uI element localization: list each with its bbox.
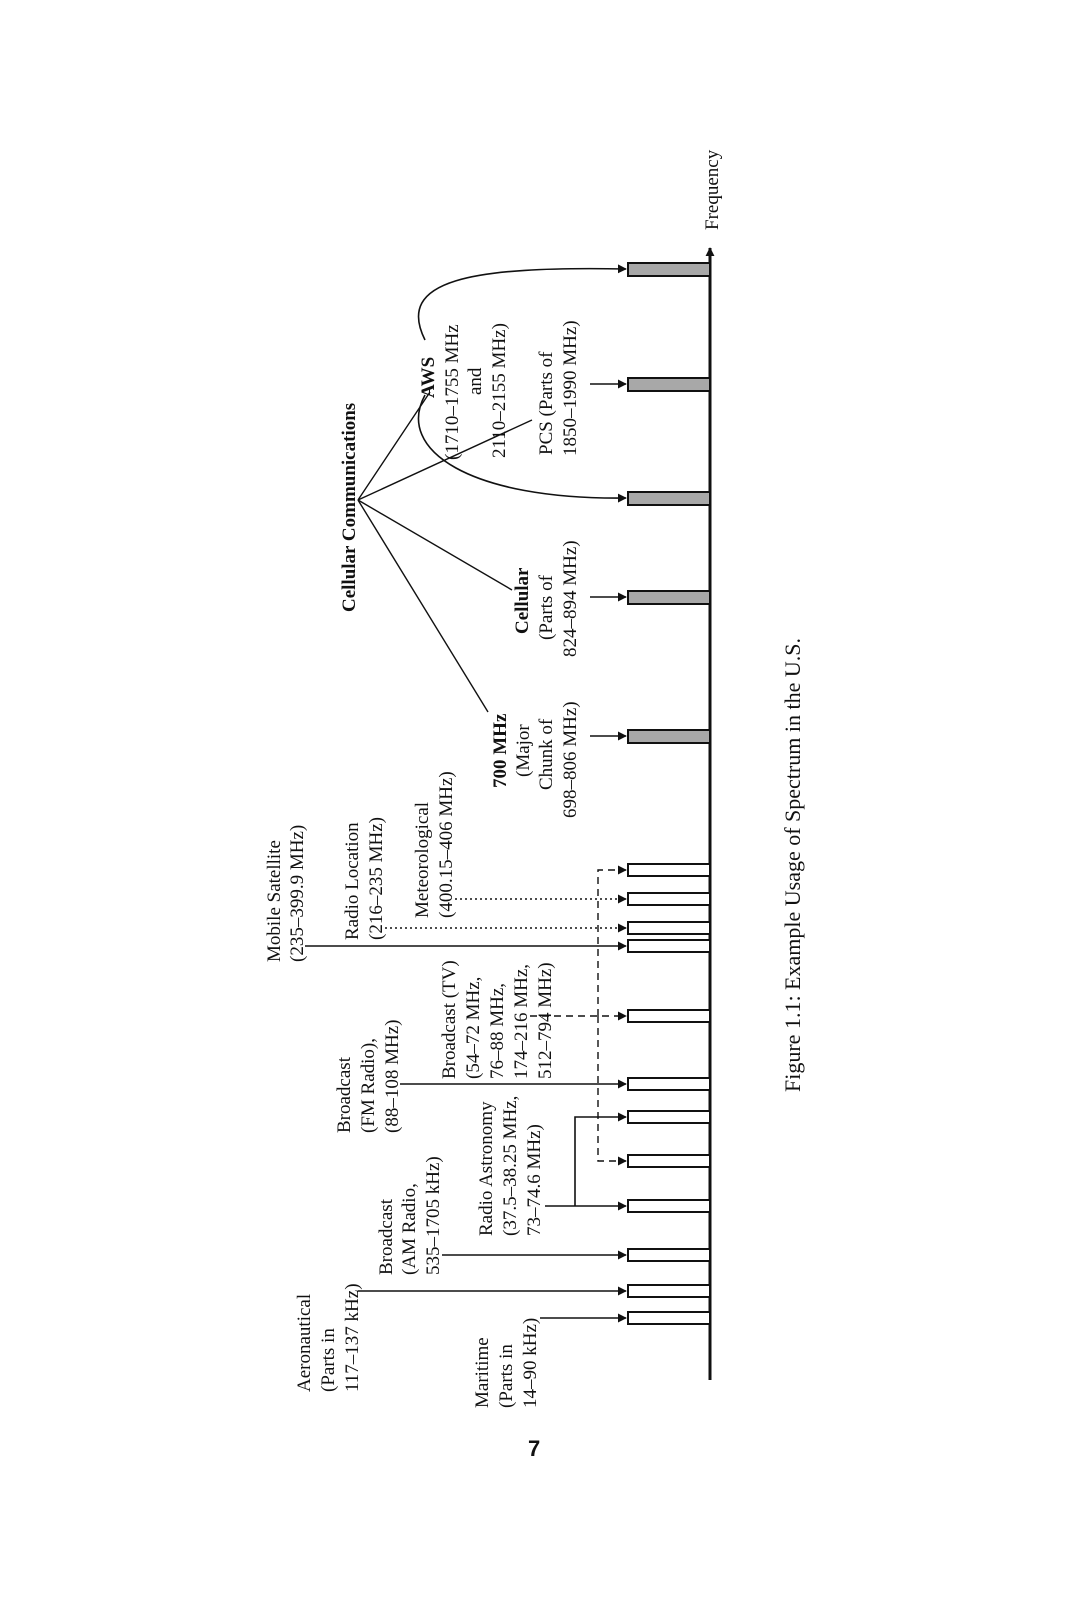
svg-text:Broadcast: Broadcast bbox=[376, 1199, 397, 1275]
label-cellular bbox=[512, 540, 581, 657]
band-aws-high bbox=[628, 263, 710, 276]
label-maritime bbox=[472, 1318, 541, 1408]
band-radio-location bbox=[628, 922, 710, 934]
frequency-axis-label: Frequency bbox=[702, 149, 723, 230]
label-aeronautical bbox=[294, 1283, 363, 1392]
svg-text:(235–399.9 MHz): (235–399.9 MHz) bbox=[287, 824, 308, 962]
label-700mhz bbox=[490, 701, 581, 818]
svg-text:and: and bbox=[465, 367, 486, 395]
label-aws bbox=[418, 323, 510, 460]
svg-text:(FM Radio),: (FM Radio), bbox=[358, 1038, 379, 1133]
svg-text:700 MHz: 700 MHz bbox=[490, 713, 511, 788]
svg-text:(AM Radio,: (AM Radio, bbox=[399, 1183, 420, 1275]
svg-text:824–894 MHz): 824–894 MHz) bbox=[560, 540, 581, 657]
band-700mhz bbox=[628, 730, 710, 743]
svg-text:76–88 MHz,: 76–88 MHz, bbox=[487, 982, 508, 1079]
svg-text:Broadcast: Broadcast bbox=[334, 1057, 355, 1133]
label-pcs bbox=[536, 320, 581, 456]
label-radio-location bbox=[342, 817, 387, 940]
svg-text:(216–235 MHz): (216–235 MHz) bbox=[366, 817, 387, 940]
band-tv-3 bbox=[628, 864, 710, 876]
svg-text:(400.15–406 MHz): (400.15–406 MHz) bbox=[436, 771, 457, 918]
page-number: 7 bbox=[528, 1436, 541, 1461]
band-tv-1 bbox=[628, 1155, 710, 1167]
band-am-radio bbox=[628, 1249, 710, 1261]
svg-text:Aeronautical: Aeronautical bbox=[294, 1293, 315, 1392]
svg-text:2110–2155 MHz): 2110–2155 MHz) bbox=[489, 323, 510, 458]
svg-text:PCS (Parts of: PCS (Parts of bbox=[536, 351, 557, 455]
svg-text:AWS: AWS bbox=[418, 356, 439, 398]
svg-text:698–806 MHz): 698–806 MHz) bbox=[560, 701, 581, 818]
svg-text:(Parts in: (Parts in bbox=[496, 1344, 517, 1408]
band-rects-low bbox=[628, 864, 710, 1324]
svg-text:(37.5–38.25 MHz,: (37.5–38.25 MHz, bbox=[500, 1095, 521, 1236]
label-radio-astronomy bbox=[476, 1096, 545, 1236]
svg-text:(54–72 MHz,: (54–72 MHz, bbox=[463, 976, 484, 1079]
svg-text:73–74.6 MHz): 73–74.6 MHz) bbox=[524, 1124, 545, 1236]
svg-text:Cellular: Cellular bbox=[512, 567, 533, 634]
svg-text:(Parts of: (Parts of bbox=[536, 575, 557, 640]
band-meteorological bbox=[628, 893, 710, 905]
svg-text:Chunk of: Chunk of bbox=[536, 718, 557, 790]
band-radio-astronomy-1 bbox=[628, 1200, 710, 1212]
svg-text:14–90 kHz): 14–90 kHz) bbox=[520, 1317, 541, 1408]
svg-text:117–137 kHz): 117–137 kHz) bbox=[342, 1283, 363, 1392]
leader-tv-high bbox=[598, 870, 626, 1016]
band-fm-radio bbox=[628, 1078, 710, 1090]
fan-line-cellular bbox=[358, 500, 512, 590]
svg-text:Meteorological: Meteorological bbox=[412, 801, 433, 918]
svg-text:Radio Location: Radio Location bbox=[342, 822, 363, 940]
band-maritime bbox=[628, 1312, 710, 1324]
svg-text:Mobile Satellite: Mobile Satellite bbox=[264, 840, 285, 962]
band-mobile-satellite bbox=[628, 940, 710, 952]
svg-text:(Parts in: (Parts in bbox=[318, 1328, 339, 1392]
svg-text:512–794 MHz): 512–794 MHz) bbox=[535, 962, 556, 1079]
svg-text:535–1705 kHz): 535–1705 kHz) bbox=[423, 1156, 444, 1275]
label-broadcast-tv bbox=[439, 960, 556, 1079]
svg-text:(Major: (Major bbox=[513, 724, 534, 777]
band-rects-cellular bbox=[628, 263, 710, 743]
label-mobile-satellite bbox=[264, 825, 308, 962]
band-cellular bbox=[628, 591, 710, 604]
svg-text:(88–108 MHz): (88–108 MHz) bbox=[382, 1019, 403, 1133]
svg-text:174–216 MHz,: 174–216 MHz, bbox=[511, 963, 532, 1079]
svg-text:Maritime: Maritime bbox=[472, 1337, 493, 1408]
band-radio-astronomy-2 bbox=[628, 1111, 710, 1123]
band-aeronautical bbox=[628, 1285, 710, 1297]
leader-tv-low bbox=[598, 1016, 626, 1161]
band-tv-2 bbox=[628, 1010, 710, 1022]
svg-text:Broadcast (TV): Broadcast (TV) bbox=[439, 960, 460, 1079]
svg-text:(1710–1755 MHz: (1710–1755 MHz bbox=[442, 324, 463, 460]
figure-caption: Figure 1.1: Example Usage of Spectrum in the U.S. bbox=[780, 638, 805, 1092]
label-broadcast-fm bbox=[334, 1020, 403, 1133]
svg-text:Radio Astronomy: Radio Astronomy bbox=[476, 1101, 497, 1236]
band-aws-low bbox=[628, 492, 710, 505]
label-broadcast-am bbox=[376, 1156, 444, 1275]
label-meteorological bbox=[412, 771, 457, 918]
band-pcs bbox=[628, 378, 710, 391]
svg-text:1850–1990 MHz): 1850–1990 MHz) bbox=[560, 320, 581, 456]
cellular-communications-title: Cellular Communications bbox=[339, 402, 360, 612]
fan-line-700mhz bbox=[358, 500, 488, 712]
